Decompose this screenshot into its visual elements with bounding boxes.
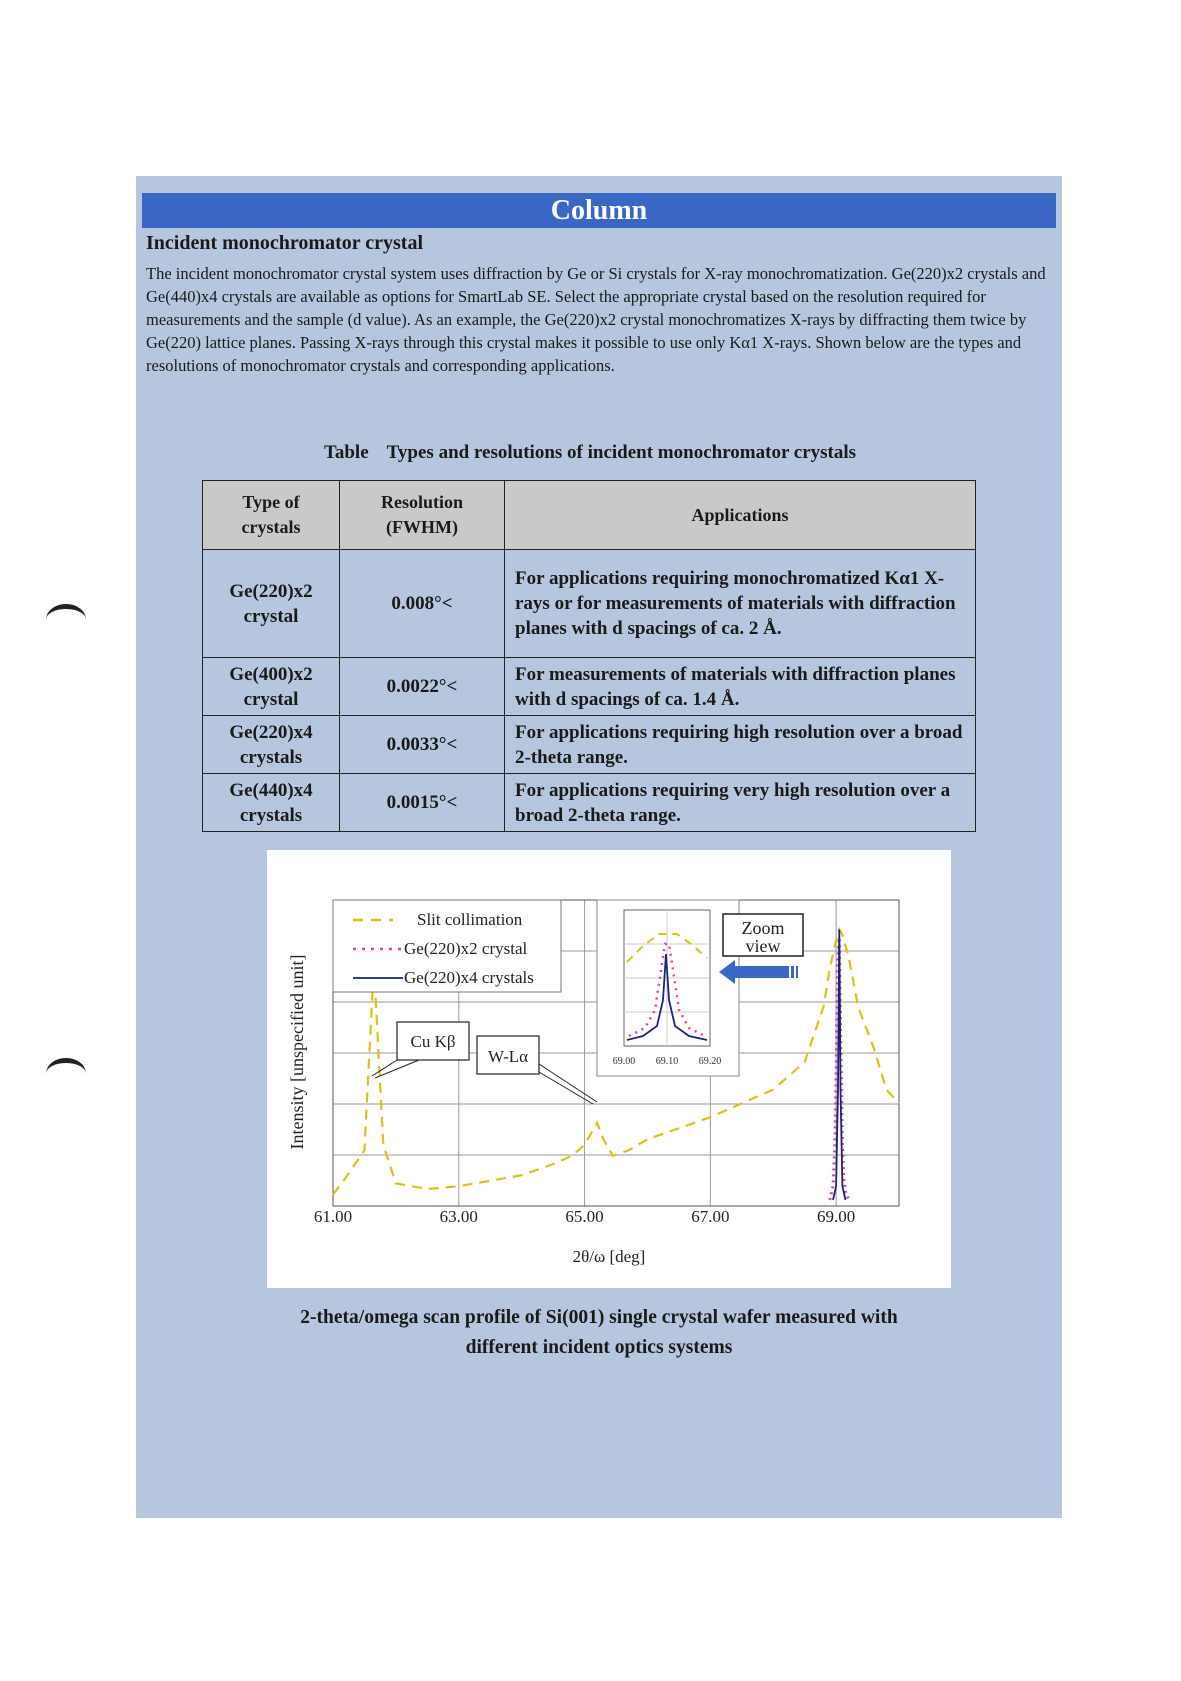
x-tick-label: 63.00 (439, 1207, 478, 1226)
x-tick-label: 67.00 (691, 1207, 730, 1226)
header-resolution: Resolution (FWHM) (340, 481, 505, 550)
figure-caption: 2-theta/omega scan profile of Si(001) single crystal wafer measured with different incident optics systems (300, 1307, 898, 1358)
crystal-type: Ge(220)x2 crystal (203, 550, 340, 658)
crystal-resolution: 0.008°< (340, 550, 505, 658)
column-panel (136, 176, 1062, 1518)
x-tick-labels (314, 1207, 855, 1226)
scan-profile-figure (267, 850, 951, 1288)
inset-tick-label: 69.20 (698, 1056, 722, 1067)
y-axis-label: Intensity [unspecified unit] (287, 954, 307, 1150)
x-tick-label: 69.00 (816, 1207, 856, 1226)
punch-hole-bottom (46, 1058, 86, 1089)
crystal-application: For measurements of materials with diffraction planes with d spacings of ca. 1.4 Å. (505, 658, 976, 716)
intro-paragraph: The incident monochromator crystal system uses diffraction by Ge or Si crystals for X-ray monochromatization. Ge(220)x2 crystals and Ge(440)x4 crystals are available as options for SmartLab SE. Select the appropriate crystal based on the resolution required for measurements and the sample (d value). As an example, the Ge(220)x2 crystal monochromatizes X-rays by diffracting them twice by Ge(220) lattice planes. Passing X-rays through this crystal makes it possible to use only Kα1 X-rays. Shown below are the types and resolutions of monochromator crystals and corresponding applications. (146, 264, 1046, 375)
crystal-application: For applications requiring high resolution over a broad 2-theta range. (505, 716, 976, 774)
inset-tick-label: 69.10 (655, 1056, 679, 1067)
crystal-resolution: 0.0015°< (340, 774, 505, 832)
table-row (203, 658, 976, 716)
table-header-row (203, 481, 976, 550)
table-caption-label: Table (323, 442, 369, 463)
w-lalpha-pointer (539, 1064, 597, 1104)
scan-profile-chart (267, 850, 951, 1288)
zoom-view-label-second: view (745, 936, 781, 956)
x-axis-label: 2θ/ω [deg] (572, 1247, 646, 1266)
crystal-resolution: 0.0022°< (340, 658, 505, 716)
legend-label-ge220x4: Ge(220)x4 crystals (404, 968, 534, 987)
crystal-type: Ge(220)x4 crystals (203, 716, 340, 774)
series-line-2 (833, 930, 846, 1201)
header-applications: Applications (505, 481, 976, 550)
legend-label-slit: Slit collimation (417, 910, 523, 929)
x-tick-label: 61.00 (313, 1207, 353, 1226)
w-lalpha-label: W-Lα (487, 1047, 529, 1066)
crystal-resolution: 0.0033°< (340, 716, 505, 774)
x-tick-label: 65.00 (565, 1207, 604, 1226)
zoom-view-label: Zoom (741, 918, 785, 938)
table-caption-text: Types and resolutions of incident monochromator crystals (386, 442, 857, 463)
crystal-type: Ge(440)x4 crystals (203, 774, 340, 832)
punch-hole-top (46, 604, 86, 635)
crystal-type: Ge(400)x2 crystal (203, 658, 340, 716)
table-row (203, 550, 976, 658)
header-type: Type of crystals (203, 481, 340, 550)
inset-tick-label: 69.00 (612, 1056, 636, 1067)
table-row (203, 716, 976, 774)
crystal-table (202, 480, 976, 832)
cu-kbeta-callout (372, 1022, 469, 1078)
legend-label-ge220x2: Ge(220)x2 crystal (404, 939, 528, 958)
table-caption (136, 442, 1062, 464)
table-row (203, 774, 976, 832)
zoom-inset (597, 900, 739, 1076)
crystal-application: For applications requiring very high resolution over a broad 2-theta range. (505, 774, 976, 832)
w-lalpha-callout (477, 1036, 597, 1104)
zoom-view-callout (719, 914, 803, 984)
crystal-application: For applications requiring monochromatized Kα1 X-rays or for measurements of materials with diffraction planes with d spacings of ca. 2 Å. (505, 550, 976, 658)
cu-kbeta-label: Cu Kβ (410, 1032, 456, 1051)
section-title: Incident monochromator crystal (146, 232, 424, 254)
legend (333, 900, 561, 992)
column-banner: Column (142, 193, 1056, 228)
